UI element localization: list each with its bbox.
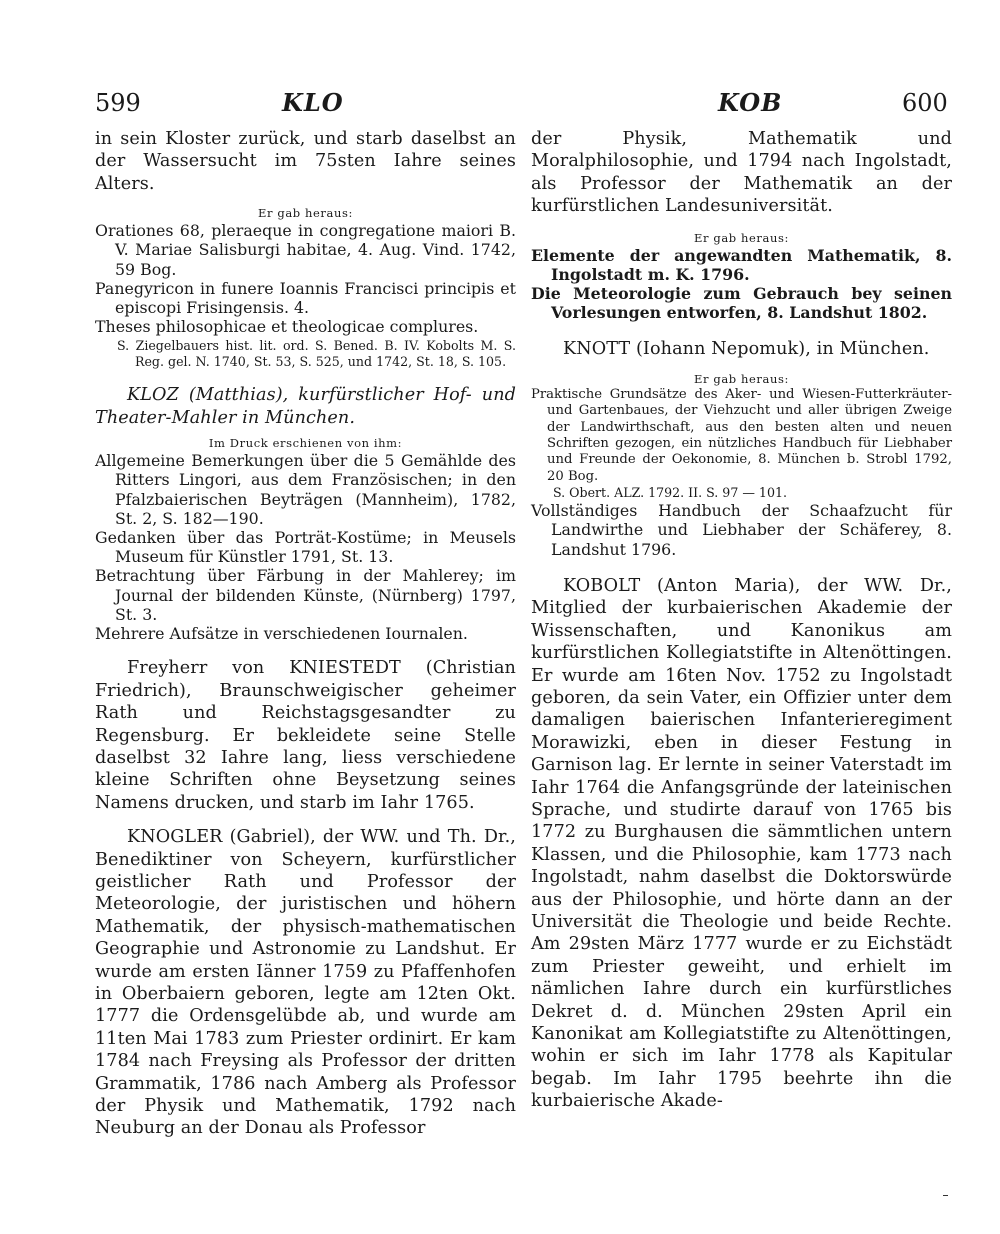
page-edge-mark (943, 1195, 948, 1196)
running-head-left: KLO (282, 88, 344, 117)
biography-entry-kobolt: KOBOLT (Anton Maria), der WW. Dr., Mitglied der kurbaierischen Akademie der Wissenschaften, und Kanonikus am kurfürstlichen Kollegiatstifte in Altenöttingen. Er wurde am 16ten Nov. 1752 zu Ingolstadt geboren, da sein Vater, ein Offizier unter dem damaligen baierischen Infanterieregiment Morawizki, eben in dieser Festung in Garnison lag. Er lernte in seiner Vaterstadt im Iahr 1764 die Anfangsgründe der lateinischen Sprache, und studirte darauf von 1765 bis 1772 zu Burghausen die sämmtlichen untern Klassen, und die Philosophie, kam 1773 nach Ingolstadt, nahm daselbst die Doktorswürde aus der Philosophie, und hörte dann an der Universität die Theologie und beide Rechte. Am 29sten März 1777 wurde er zu Eichstädt zum Priester geweiht, und erhielt im nämlichen Iahre durch ein kurfürstliches Dekret d. d. München 29sten April ein Kanonikat am Kollegiatstifte zu Altenöttingen, wohin er sich im Iahr 1778 als Kapitular begab. Im Iahr 1795 beehrte ihn die kurbaierische Akade- (531, 575, 952, 1112)
publication-entry: Allgemeine Bemerkungen über die 5 Gemählde des Ritters Lingori, aus dem Französischen; in den Pfalzbaierischen Beyträgen (Mannheim), 1782, St. 2, S. 182—190. (95, 451, 516, 528)
page-number-right: 600 (902, 89, 948, 117)
publication-entry: Panegyricon in funere Ioannis Francisci principis et episcopi Frisingensis. 4. (95, 278, 516, 318)
page-number-left: 599 (95, 89, 141, 117)
publication-entry: Theses philosophicae et theologicae complures. (95, 317, 479, 337)
biography-entry-knogler: KNOGLER (Gabriel), der WW. und Th. Dr., Benediktiner von Scheyern, kurfürstlicher geistlicher Rath und Professor der Meteorologie, der juristischen und höhern Mathematik, der physisch-mathematischen Geographie und Astronomie zu Landshut. Er wurde am ersten Iänner 1759 zu Pfaffenhofen in Oberbaiern geboren, legte am 12ten Okt. 1777 die Ordensgelübde ab, und wurde am 11ten Mai 1783 zum Priester ordinirt. Er kam 1784 nach Freysing als Professor der dritten Grammatik, 1786 nach Amberg als Professor der Physik und Mathematik, 1792 nach Neuburg an der Donau als Professor (95, 827, 516, 1139)
publication-entry: Betrachtung über Färbung in der Mahlerey; im Journal der bildenden Künste, (Nürnberg) 1797, St. 3. (95, 566, 516, 624)
publications-heading: Er gab heraus: (258, 206, 353, 221)
publication-entry: Elemente der angewandten Mathematik, 8. Ingolstadt m. K. 1796. (531, 245, 952, 284)
publication-entry: Orationes 68, pleraeque in congregatione maiori B. V. Mariae Salisburgi habitae, 4. Aug. Vind. 1742, 59 Bog. (95, 221, 516, 279)
running-head-right: KOB (718, 88, 783, 117)
source-reference: S. Obert. ALZ. 1792. II. S. 97 — 101. (553, 485, 787, 501)
publication-entry: Vollständiges Handbuch der Schaafzucht für Landwirthe und Liebhaber der Schäferey, 8. Landshut 1796. (531, 501, 952, 559)
biography-entry-kniestedt: Freyherr von KNIESTEDT (Christian Friedrich), Braunschweigischer geheimer Rath und Reichstagsgesandter zu Regensburg. Er bekleidete seine Stelle daselbst 32 Iahre lang, liess verschiedene kleine Schriften ohne Beysetzung seines Namens drucken, und starb im Iahr 1765. (95, 658, 516, 813)
publication-entry: Praktische Grundsätze des Aker- und Wiesen-Futterkräuter- und Gartenbaues, der Viehzucht und aller übrigen Zweige der Landwirthschaft, aus den besten alten und neuen Schriften gezogen, ein nützliches Handbuch für Liebhaber und Freunde der Oekonomie, 8. München b. Strobl 1792, 20 Bog. (531, 386, 952, 484)
biography-entry-kloz: KLOZ (Matthias), kurfürstlicher Hof- und Theater-Mahler in München. (95, 385, 516, 428)
publication-entry: Gedanken über das Porträt-Kostüme; in Meusels Museum für Künstler 1791, St. 13. (95, 528, 516, 567)
entry-continuation: in sein Kloster zurück, und starb daselbst an der Wassersucht im 75sten Iahre seines Alters. (95, 129, 516, 194)
publications-heading: Er gab heraus: (694, 371, 789, 386)
source-reference: S. Ziegelbauers hist. lit. ord. S. Bened. B. IV. Kobolts M. S. Reg. gel. N. 1740, St. 53, S. 525, und 1742, St. 18, S. 105. (117, 338, 516, 370)
biography-entry-knott: KNOTT (Iohann Nepomuk), in München. (563, 339, 930, 360)
publications-heading: Er gab heraus: (694, 230, 789, 245)
publication-entry: Mehrere Aufsätze in verschiedenen Iournalen. (95, 624, 468, 644)
publications-heading: Im Druck erschienen von ihm: (208, 436, 403, 451)
publication-entry: Die Meteorologie zum Gebrauch bey seinen Vorlesungen entworfen, 8. Landshut 1802. (531, 284, 952, 323)
right-column (531, 128, 952, 1113)
left-column (95, 128, 516, 1140)
entry-continuation: der Physik, Mathematik und Moralphilosophie, und 1794 nach Ingolstadt, als Professor der Mathematik an der kurfürstlichen Landesuniversität. (531, 129, 952, 217)
